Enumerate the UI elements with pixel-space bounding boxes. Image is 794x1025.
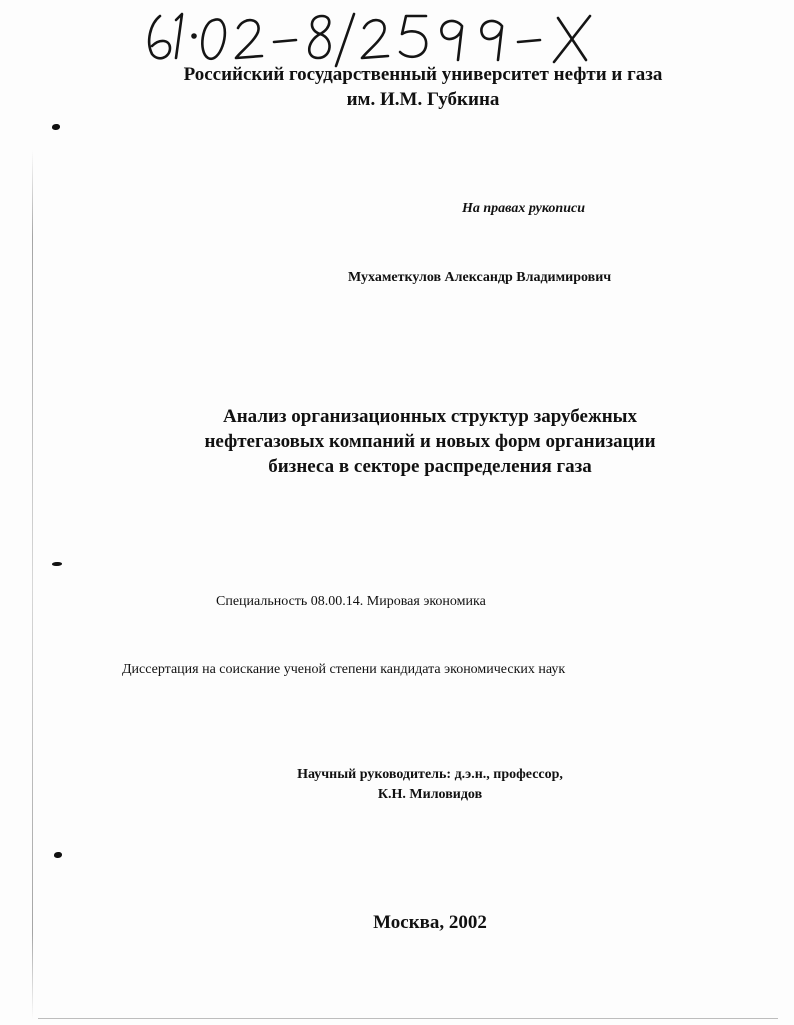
punch-hole-mark	[52, 562, 62, 566]
thesis-title-line-3: бизнеса в секторе распределения газа	[268, 456, 592, 477]
punch-hole-mark	[54, 852, 62, 858]
city-year: Москва, 2002	[373, 912, 487, 933]
university-line-2: им. И.М. Губкина	[346, 89, 500, 110]
specialty-line: Специальность 08.00.14. Мировая экономика	[216, 594, 486, 609]
author-name: Мухаметкулов Александр Владимирович	[348, 270, 612, 285]
university-line-1: Российский государственный университет нефти и газа	[183, 64, 663, 85]
degree-line: Диссертация на соискание ученой степени кандидата экономических наук	[122, 662, 566, 677]
scan-left-edge	[32, 150, 33, 1020]
thesis-title-line-1: Анализ организационных структур зарубежных	[222, 406, 638, 427]
university-name	[0, 62, 794, 112]
manuscript-note: На правах рукописи	[462, 201, 585, 216]
supervisor-line-1: Научный руководитель: д.э.н., профессор,	[297, 767, 563, 782]
scan-bottom-edge	[38, 1018, 778, 1019]
supervisor-line-2: К.Н. Миловидов	[377, 787, 483, 802]
supervisor-block	[230, 765, 630, 805]
thesis-title-line-2: нефтегазовых компаний и новых форм организации	[204, 431, 656, 452]
punch-hole-mark	[52, 124, 60, 130]
thesis-title	[150, 404, 710, 479]
